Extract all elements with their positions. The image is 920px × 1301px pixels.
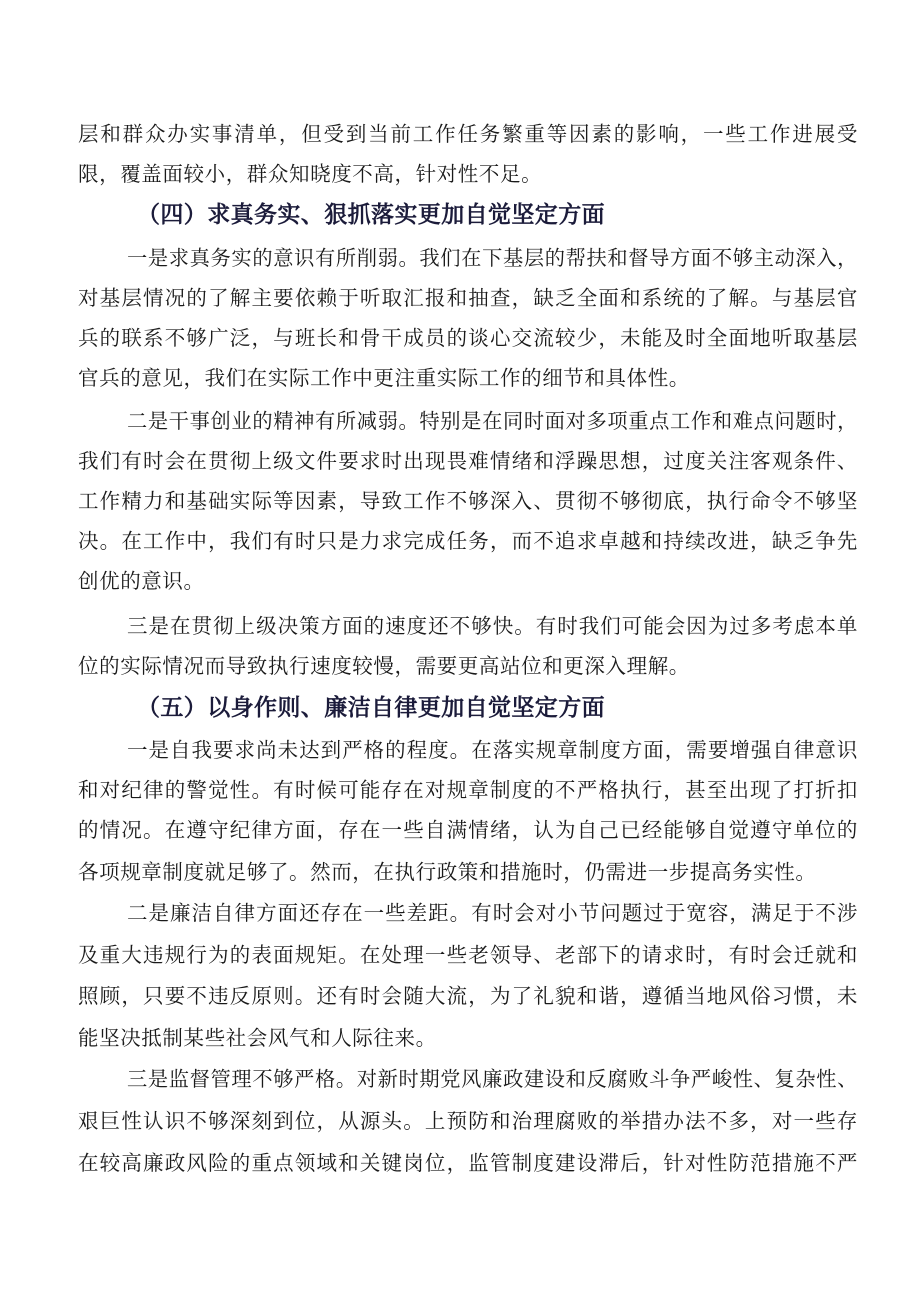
- paragraph-line: 决。在工作中，我们有时只是力求完成任务，而不追求卓越和持续改进，缺乏争先: [78, 529, 858, 553]
- paragraph-line: 三是监督管理不够严格。对新时期党风廉政建设和反腐败斗争严峻性、复杂性、: [127, 1067, 858, 1091]
- paragraph-line: 一是自我要求尚未达到严格的程度。在落实规章制度方面，需要增强自律意识: [127, 738, 858, 762]
- paragraph-line: 照顾，只要不违反原则。还有时会随大流，为了礼貌和谐，遵循当地风俗习惯，未: [78, 984, 858, 1008]
- paragraph-line: 位的实际情况而导致执行速度较慢，需要更高站位和更深入理解。: [78, 654, 690, 678]
- paragraph-line: 兵的联系不够广泛，与班长和骨干成员的谈心交流较少，未能及时全面地听取基层: [78, 326, 858, 350]
- paragraph-line: 在较高廉政风险的重点领域和关键岗位，监管制度建设滞后，针对性防范措施不严: [78, 1151, 858, 1175]
- paragraph-line: 三是在贯彻上级决策方面的速度还不够快。有时我们可能会因为过多考虑本单: [127, 614, 858, 638]
- paragraph-line: 各项规章制度就足够了。然而，在执行政策和措施时，仍需进一步提高务实性。: [78, 860, 817, 884]
- section-heading-4: （四）求真务实、狠抓落实更加自觉坚定方面: [137, 202, 605, 228]
- paragraph-line: 我们有时会在贯彻上级文件要求时出现畏难情绪和浮躁思想，过度关注客观条件、: [78, 449, 858, 473]
- section-heading-5: （五）以身作则、廉洁自律更加自觉坚定方面: [137, 695, 605, 721]
- paragraph-line: 创优的意识。: [78, 569, 205, 593]
- paragraph-line: 官兵的意见，我们在实际工作中更注重实际工作的细节和具体性。: [78, 366, 690, 390]
- paragraph-line: 工作精力和基础实际等因素，导致工作不够深入、贯彻不够彻底，执行命令不够坚: [78, 489, 858, 513]
- paragraph-line: 的情况。在遵守纪律方面，存在一些自满情绪，认为自己已经能够自觉遵守单位的: [78, 818, 858, 842]
- paragraph-line: 二是干事创业的精神有所减弱。特别是在同时面对多项重点工作和难点问题时，: [127, 409, 858, 433]
- paragraph-line: 限，覆盖面较小，群众知晓度不高，针对性不足。: [78, 162, 543, 186]
- paragraph-line: 艰巨性认识不够深刻到位，从源头。上预防和治理腐败的举措办法不多，对一些存: [78, 1109, 858, 1133]
- paragraph-line: 二是廉洁自律方面还存在一些差距。有时会对小节问题过于宽容，满足于不涉: [127, 901, 858, 925]
- paragraph-line: 及重大违规行为的表面规矩。在处理一些老领导、老部下的请求时，有时会迁就和: [78, 943, 858, 967]
- paragraph-line: 和对纪律的警觉性。有时候可能存在对规章制度的不严格执行，甚至出现了打折扣: [78, 778, 858, 802]
- paragraph-line: 能坚决抵制某些社会风气和人际往来。: [78, 1026, 437, 1050]
- paragraph-line: 一是求真务实的意识有所削弱。我们在下基层的帮扶和督导方面不够主动深入，: [127, 246, 858, 270]
- paragraph-line: 层和群众办实事清单，但受到当前工作任务繁重等因素的影响，一些工作进展受: [78, 122, 858, 146]
- paragraph-line: 对基层情况的了解主要依赖于听取汇报和抽查，缺乏全面和系统的了解。与基层官: [78, 286, 858, 310]
